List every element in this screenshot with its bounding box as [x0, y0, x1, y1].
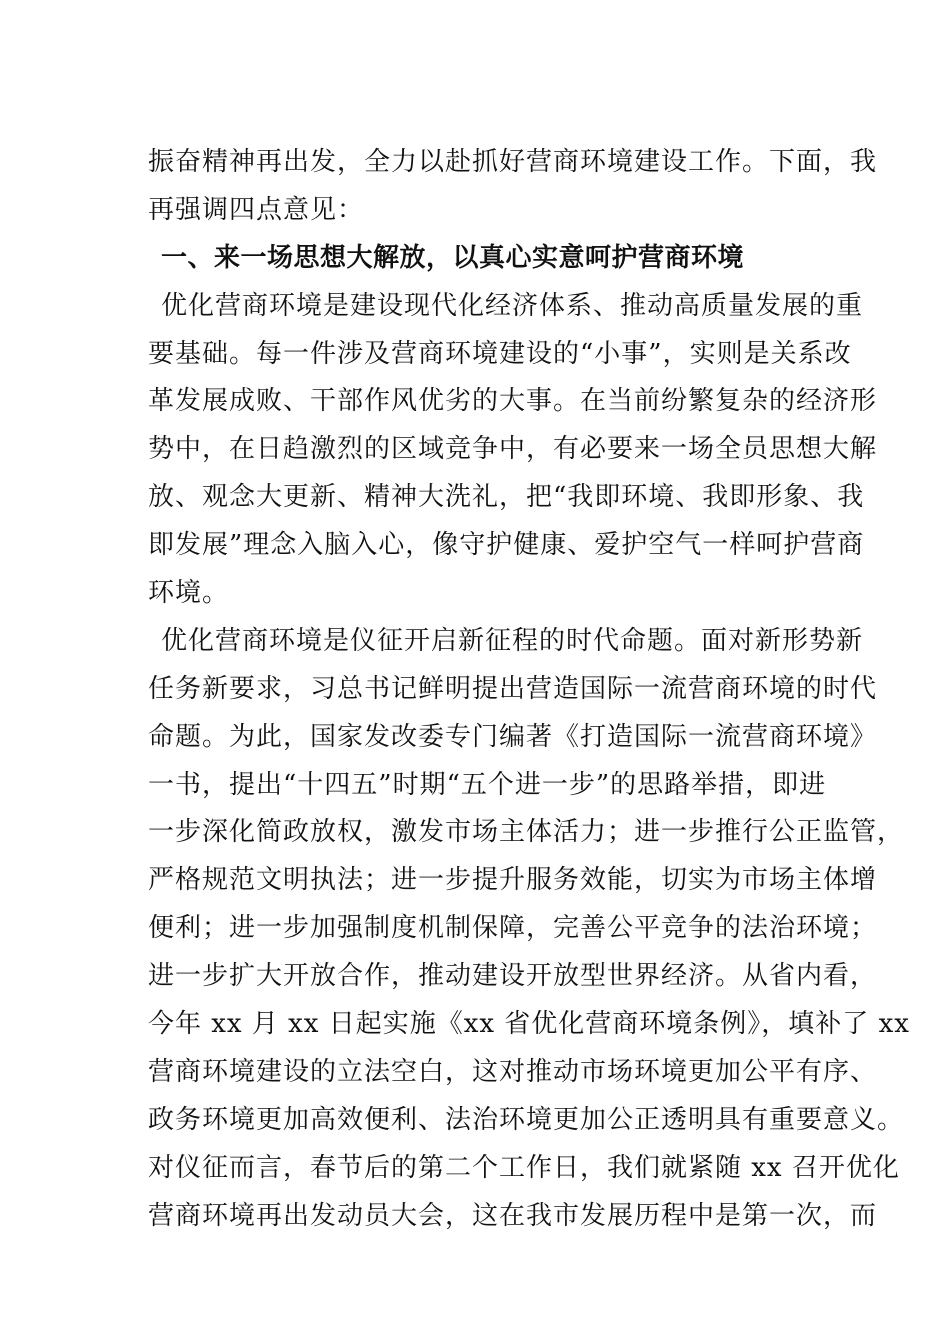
- paragraph-line: 政务环境更加高效便利、法治环境更加公正透明具有重要意义。: [148, 1104, 905, 1135]
- paragraph-line: 严格规范文明执法；进一步提升服务效能，切实为市场主体增: [148, 865, 878, 896]
- paragraph-line: 即发展”理念入脑入心，像守护健康、爱护空气一样呵护营商: [148, 530, 865, 561]
- paragraph-line: 再强调四点意见：: [148, 194, 365, 225]
- paragraph-line: 优化营商环境是仪征开启新征程的时代命题。面对新形势新: [161, 625, 864, 656]
- paragraph-line: 便利；进一步加强制度机制保障，完善公平竞争的法治环境；: [148, 913, 878, 944]
- paragraph-line: 革发展成败、干部作风优劣的大事。在当前纷繁复杂的经济形: [148, 386, 878, 417]
- paragraph-line: 一步深化简政放权，激发市场主体活力；进一步推行公正监管，: [148, 817, 905, 848]
- paragraph-line: 命题。为此，国家发改委专门编著《打造国际一流营商环境》: [148, 721, 878, 752]
- body-text: [148, 139, 910, 1240]
- paragraph-line: 今年 xx 月 xx 日起实施《xx 省优化营商环境条例》，填补了 xx: [148, 1009, 910, 1040]
- paragraph-line: 环境。: [148, 578, 230, 609]
- paragraph-line: 营商环境建设的立法空白，这对推动市场环境更加公平有序、: [148, 1056, 878, 1087]
- paragraph-line: 营商环境再出发动员大会，这在我市发展历程中是第一次，而: [148, 1200, 878, 1231]
- paragraph-line: 放、观念大更新、精神大洗礼，把“我即环境、我即形象、我: [148, 482, 865, 513]
- paragraph-line: 振奋精神再出发，全力以赴抓好营商环境建设工作。下面，我: [148, 147, 878, 177]
- paragraph-line: 对仪征而言，春节后的第二个工作日，我们就紧随 xx 召开优化: [148, 1152, 900, 1183]
- paragraph-line: 一书，提出“十四五”时期“五个进一步”的思路举措，即进: [148, 769, 827, 800]
- paragraph-line: 任务新要求，习总书记鲜明提出营造国际一流营商环境的时代: [148, 673, 878, 704]
- paragraph-line: 优化营商环境是建设现代化经济体系、推动高质量发展的重: [161, 290, 864, 321]
- paragraph-line: 进一步扩大开放合作，推动建设开放型世界经济。从省内看，: [148, 961, 878, 992]
- paragraph-line: 要基础。每一件涉及营商环境建设的“小事”，实则是关系改: [148, 338, 852, 369]
- section-heading: 一、来一场思想大解放，以真心实意呵护营商环境: [161, 242, 745, 273]
- paragraph-line: 势中，在日趋激烈的区域竞争中，有必要来一场全员思想大解: [148, 434, 878, 465]
